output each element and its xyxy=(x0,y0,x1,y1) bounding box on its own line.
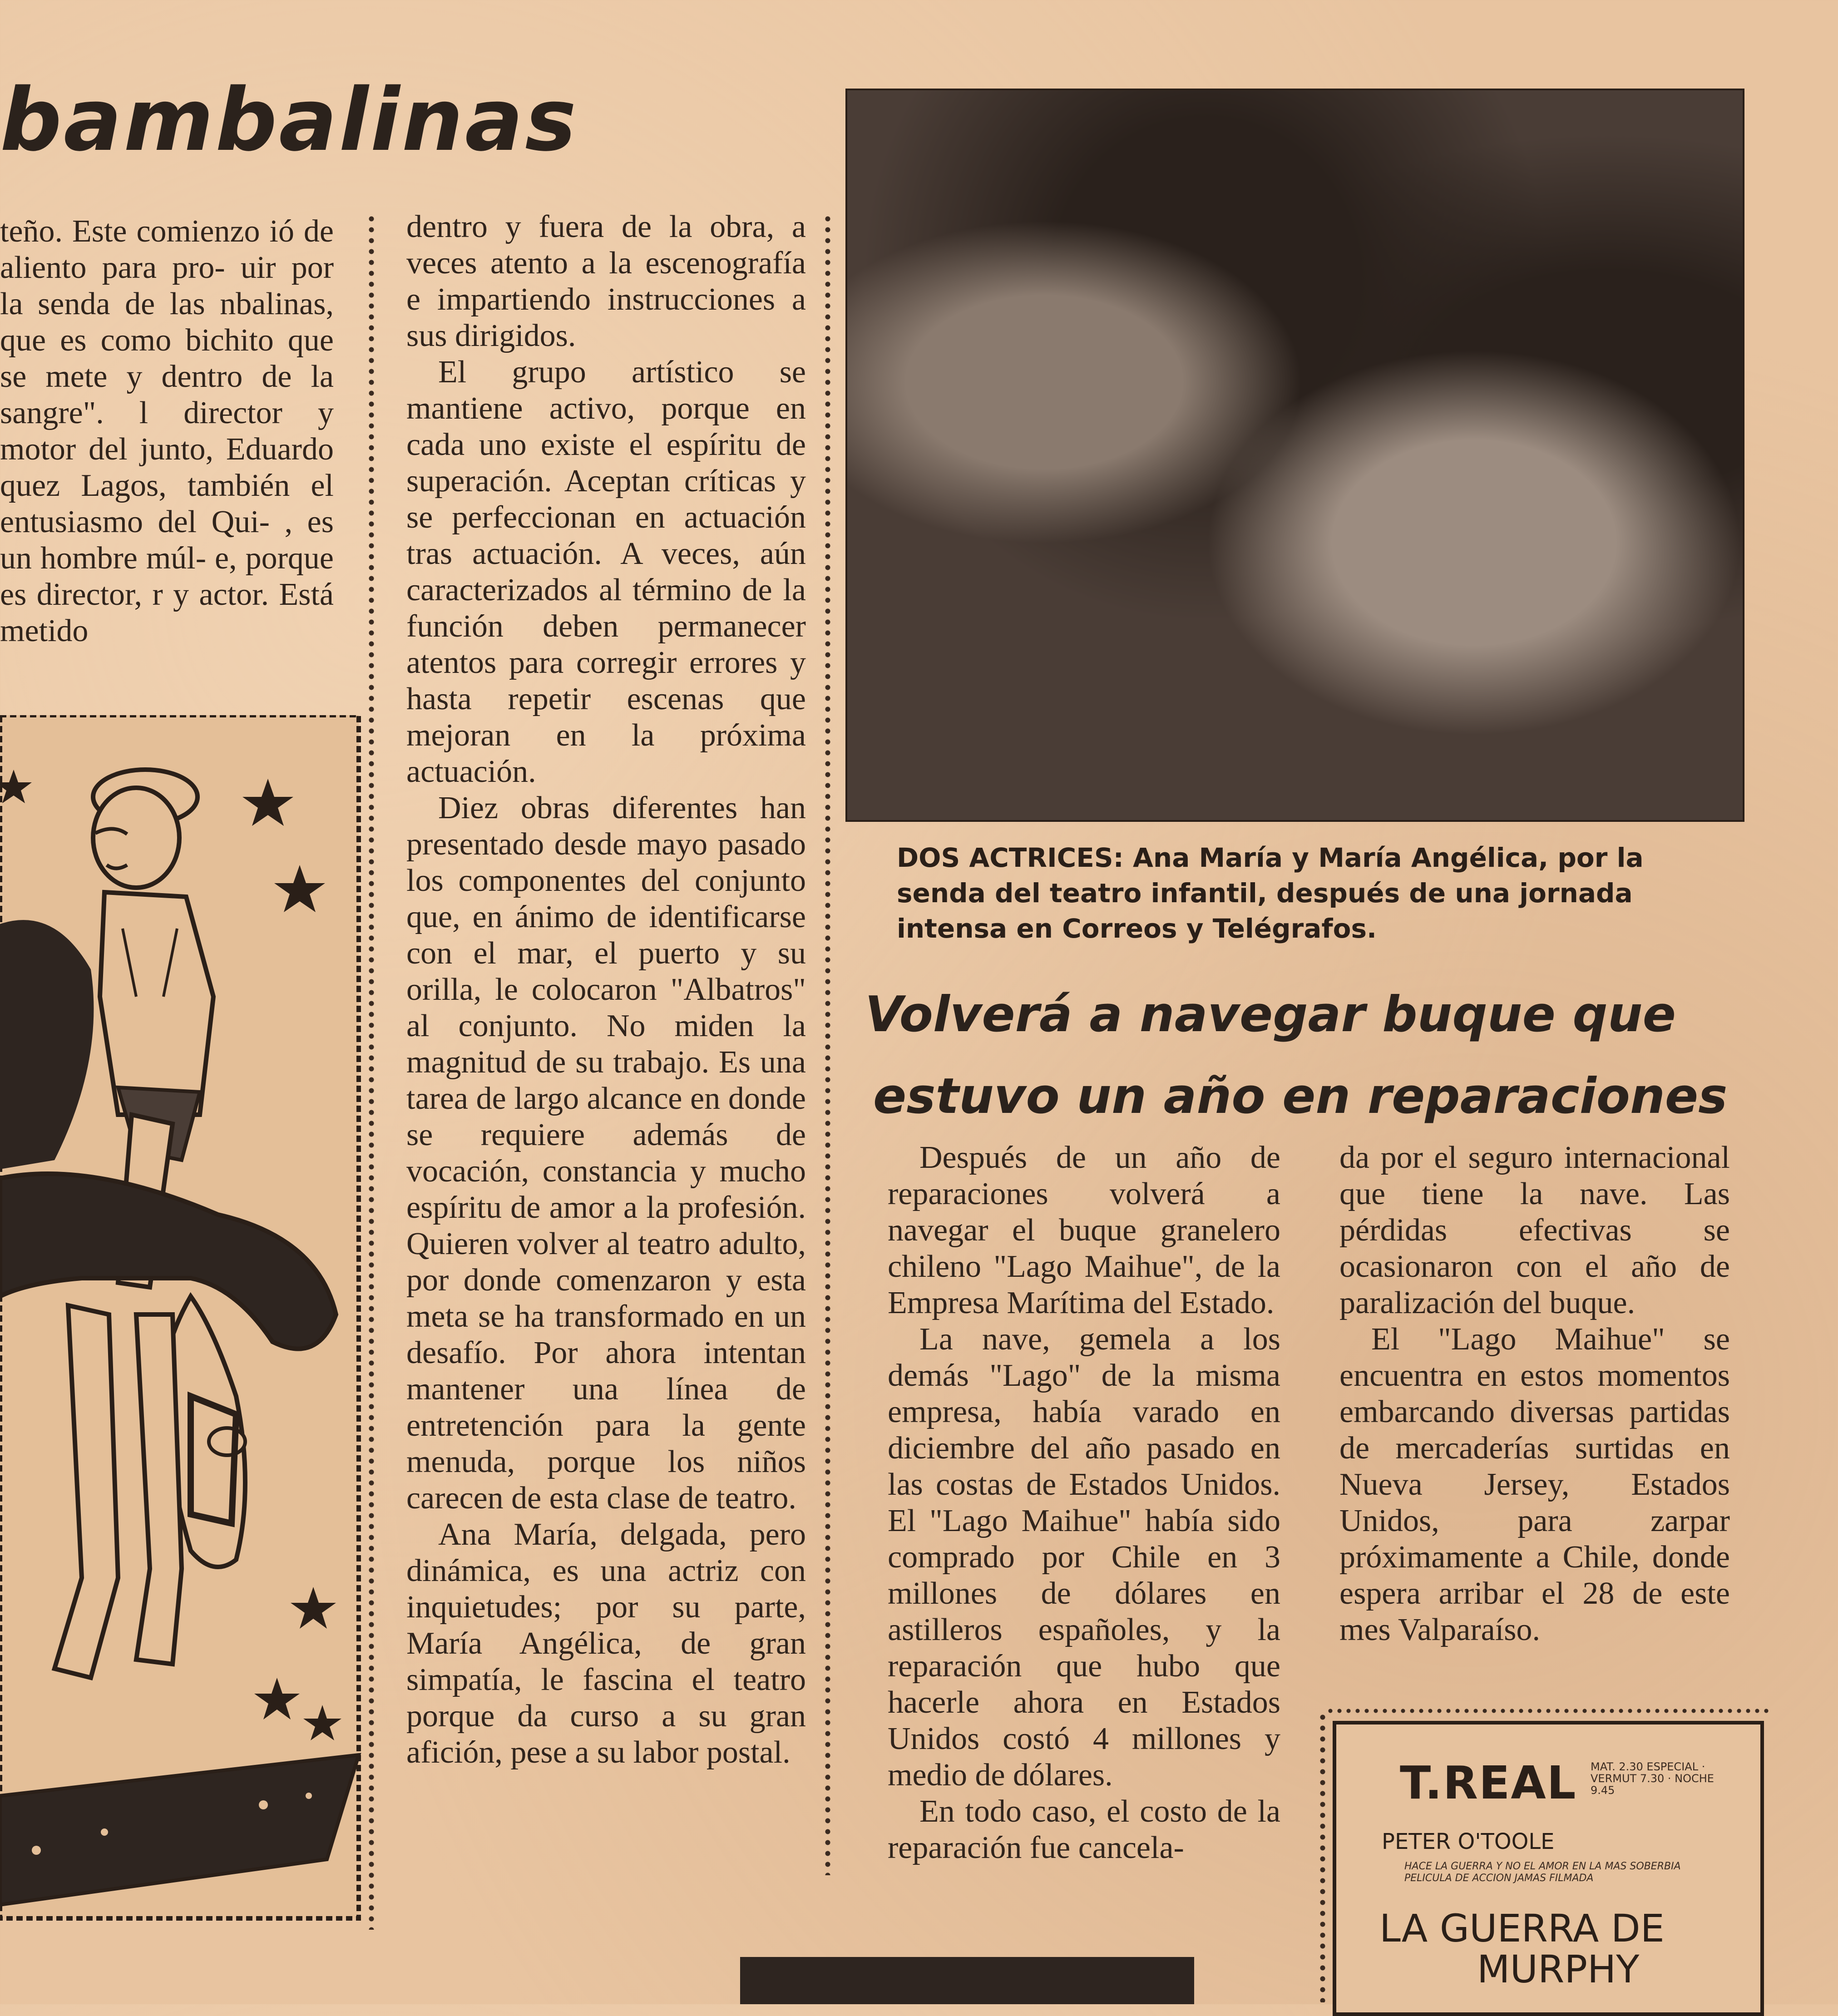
actresses-photo xyxy=(845,89,1744,822)
movie-title-line-2: MURPHY xyxy=(1477,1947,1640,1991)
column-3-paragraph: La nave, gemela a los demás "Lago" de la misma empresa, había varado en diciembre del año pasado en las costas de Estados Unidos. El "Lago Maihue" había sido comprado por Chile en 3 millones de dólares en astilleros españoles, y la reparación que hubo que hacerle ahora en Estados Unidos costó 4 millones y medio de dólares. xyxy=(888,1322,1280,1793)
column-3-paragraph: En todo caso, el costo de la reparación fue cancela- xyxy=(888,1794,1280,1865)
ship-article-headline xyxy=(865,974,1755,1137)
column-2-paragraph: Diez obras diferentes han presentado desde mayo pasado los componentes del conjunto que, en ánimo de identificarse con el mar, el puerto y su orilla, le colocaron "Albatros" al conjunto. No miden la magnitud de su trabajo. Es una tarea de largo alcance en donde se requiere además de vocación, constancia y mucho espíritu de amor a la profesión. Quieren volver al teatro adulto, por donde comenzaron y esta meta se ha transformado en un desafío. Por ahora intentan mantener una línea de entretención para la gente menuda, porque los niños carecen de esta clase de teatro. xyxy=(406,791,806,1516)
theater-name: T.REAL xyxy=(1400,1756,1577,1809)
dotted-column-rule xyxy=(368,213,375,1930)
cowboy-horse-illustration xyxy=(0,715,363,1921)
article-column-3 xyxy=(888,1140,1280,1866)
movie-advertisement xyxy=(1333,1721,1764,2016)
photo-caption: DOS ACTRICES: Ana María y María Angélica, por la senda del teatro infantil, después de una jornada intensa en Correos y Telégrafos. xyxy=(897,842,1644,944)
movie-title-line-1: LA GUERRA DE xyxy=(1379,1906,1665,1951)
article-column-2 xyxy=(406,209,806,1771)
column-2-paragraph: Ana María, delgada, pero dinámica, es una actriz con inquietudes; por su parte, María Angélica, de gran simpatía, le fascina el teatro porque da curso a su gran afición, pese a su labor postal. xyxy=(406,1517,806,1770)
article-column-4 xyxy=(1339,1140,1730,1648)
actor-name: PETER O'TOOLE xyxy=(1382,1829,1555,1854)
headline-line-1: Volverá a navegar buque que xyxy=(865,986,1676,1043)
dotted-ad-border xyxy=(1319,1712,1326,2002)
dotted-column-rule xyxy=(824,213,831,1875)
movie-tagline: HACE LA GUERRA Y NO EL AMOR EN LA MAS SOBERBIA PELICULA DE ACCION JAMAS FILMADA xyxy=(1404,1861,1681,1884)
column-3-paragraph: Después de un año de reparaciones volverá a navegar el buque granelero chileno "Lago Maihue", de la Empresa Marítima del Estado. xyxy=(888,1140,1280,1320)
column-2-paragraph: dentro y fuera de la obra, a veces atento a la escenografía e impartiendo instrucciones a sus dirigidos. xyxy=(406,209,806,353)
column-4-paragraph: El "Lago Maihue" se encuentra en estos momentos embarcando diversas partidas de mercaderías surtidas en Nueva Jersey, Estados Unidos, para zarpar próximamente a Chile, donde espera arribar el 28 de este mes Valparaíso. xyxy=(1339,1322,1730,1647)
partial-bottom-image xyxy=(740,1957,1194,2004)
column-1-paragraph: teño. Este comienzo ió de aliento para pro- uir por la senda de las nbalinas, que es como bichito que se mete y dentro de la sangre". l director y motor del junto, Eduardo quez Lagos, también el entusiasmo del Qui- , es un hombre múl- e, porque es director, r y actor. Está metido xyxy=(0,214,334,648)
showtimes: MAT. 2.30 ESPECIAL · VERMUT 7.30 · NOCHE 9.45 xyxy=(1591,1760,1714,1797)
headline-line-2: estuvo un año en reparaciones xyxy=(873,1068,1728,1125)
article-column-1 xyxy=(0,213,334,649)
dotted-ad-border xyxy=(1326,1707,1771,1715)
page-headline-fragment: bambalinas xyxy=(0,70,578,170)
column-2-paragraph: El grupo artístico se mantiene activo, porque en cada uno existe el espíritu de superación. Aceptan críticas y se perfeccionan en actuación tras actuación. A veces, aún caracterizados al término de la función deben permanecer atentos para corregir errores y hasta repetir escenas que mejoran en la próxima actuación. xyxy=(406,355,806,789)
column-4-paragraph: da por el seguro internacional que tiene la nave. Las pérdidas efectivas se ocasionaron con el año de paralización del buque. xyxy=(1339,1140,1730,1320)
